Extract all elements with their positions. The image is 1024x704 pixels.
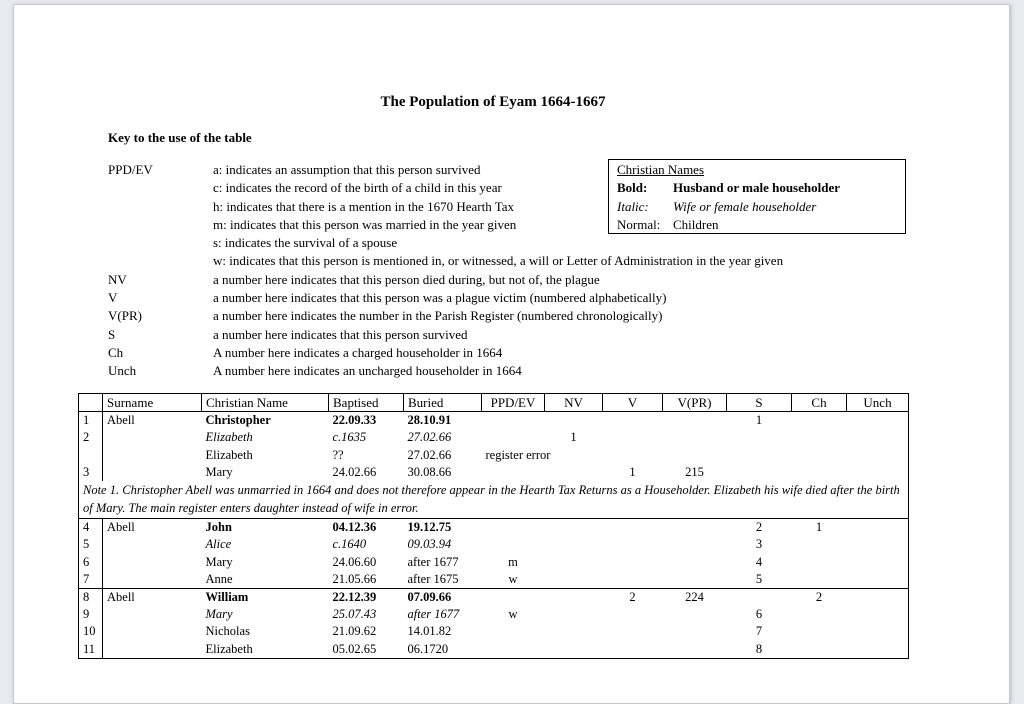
cell-ch bbox=[792, 412, 847, 430]
key-definition: A number here indicates a charged householder in 1664 bbox=[213, 344, 503, 360]
cell-unch bbox=[847, 518, 909, 536]
key-line bbox=[108, 363, 938, 381]
cell-unch bbox=[847, 536, 909, 553]
legend-heading: Christian Names bbox=[617, 162, 705, 177]
cell-ppdev bbox=[482, 429, 545, 446]
legend-style-description: Husband or male householder bbox=[673, 180, 840, 196]
legend-style-label: Normal: bbox=[617, 216, 661, 232]
cell-v: 2 bbox=[603, 588, 663, 606]
cell-christian: Mary bbox=[205, 464, 233, 479]
cell-nv bbox=[545, 536, 603, 553]
cell-ch bbox=[792, 641, 847, 659]
cell-vpr bbox=[663, 429, 727, 446]
cell-vpr: 215 bbox=[685, 464, 704, 479]
cell-vpr bbox=[663, 623, 727, 640]
cell-nv bbox=[545, 588, 603, 606]
key-line bbox=[108, 308, 938, 326]
key-line bbox=[108, 235, 938, 253]
cell-ch: 2 bbox=[792, 588, 847, 606]
table-row bbox=[79, 606, 909, 623]
cell-buried: 07.09.66 bbox=[404, 588, 482, 606]
cell-baptised: ?? bbox=[332, 447, 344, 462]
legend-style-description: Wife or female householder bbox=[673, 198, 817, 214]
cell-christian: Anne bbox=[205, 571, 233, 586]
cell-ppdev bbox=[482, 518, 545, 536]
cell-ppdev bbox=[482, 588, 545, 606]
cell-ppdev: w bbox=[508, 571, 518, 586]
column-header-baptised: Baptised bbox=[329, 394, 404, 412]
cell-nv bbox=[545, 571, 603, 589]
cell-buried: after 1677 bbox=[407, 606, 460, 621]
key-definition: a number here indicates the number in the Parish Register (numbered chronologically) bbox=[213, 308, 663, 324]
cell-ch bbox=[792, 446, 847, 463]
cell-num: 3 bbox=[79, 464, 103, 481]
cell-num: 11 bbox=[79, 641, 103, 659]
cell-ch bbox=[792, 571, 847, 589]
key-definition: a number here indicates that this person died during, but not of, the plague bbox=[213, 271, 600, 287]
cell-v: 1 bbox=[629, 464, 636, 479]
cell-num: 9 bbox=[79, 606, 103, 623]
column-header-christian: Christian Name bbox=[202, 394, 329, 412]
cell-surname bbox=[103, 429, 202, 446]
cell-ppdev bbox=[482, 641, 545, 659]
cell-christian: Mary bbox=[205, 554, 233, 569]
key-line bbox=[108, 272, 938, 290]
key-line bbox=[108, 253, 938, 271]
cell-unch bbox=[847, 412, 909, 430]
cell-v bbox=[603, 571, 663, 589]
cell-num: 7 bbox=[79, 571, 103, 589]
legend-rows bbox=[617, 179, 897, 234]
table-note-row bbox=[79, 481, 909, 518]
cell-christian: John bbox=[202, 518, 329, 536]
cell-buried: 27.02.66 bbox=[407, 430, 452, 445]
cell-ppdev: m bbox=[508, 554, 518, 569]
cell-nv bbox=[545, 553, 603, 570]
cell-unch bbox=[847, 641, 909, 659]
cell-ppdev: register error bbox=[485, 447, 551, 462]
cell-v bbox=[603, 623, 663, 640]
cell-unch bbox=[847, 446, 909, 463]
cell-christian: Alice bbox=[205, 537, 232, 552]
cell-surname bbox=[103, 553, 202, 570]
cell-christian: Nicholas bbox=[205, 624, 250, 639]
cell-s bbox=[727, 588, 792, 606]
cell-ch bbox=[792, 623, 847, 640]
cell-s bbox=[727, 446, 792, 463]
cell-baptised: 04.12.36 bbox=[329, 518, 404, 536]
key-definition: h: indicates that there is a mention in the 1670 Hearth Tax bbox=[213, 198, 515, 214]
key-heading: Key to the use of the table bbox=[108, 130, 252, 145]
cell-christian: Elizabeth bbox=[205, 447, 253, 462]
column-header-ch: Ch bbox=[792, 394, 847, 412]
column-header-nv: NV bbox=[545, 394, 603, 412]
legend-style-label: Bold: bbox=[617, 180, 648, 196]
cell-s: 7 bbox=[755, 624, 763, 639]
cell-buried: 09.03.94 bbox=[407, 537, 452, 552]
cell-nv: 1 bbox=[570, 430, 577, 445]
key-line bbox=[108, 290, 938, 308]
key-definition: s: indicates the survival of a spouse bbox=[213, 235, 398, 251]
cell-unch bbox=[847, 553, 909, 570]
cell-baptised: c.1640 bbox=[332, 537, 367, 552]
cell-baptised: 22.12.39 bbox=[329, 588, 404, 606]
cell-ppdev bbox=[482, 536, 545, 553]
cell-unch bbox=[847, 464, 909, 481]
cell-unch bbox=[847, 588, 909, 606]
cell-v bbox=[603, 606, 663, 623]
cell-vpr: 224 bbox=[663, 588, 727, 606]
cell-v bbox=[603, 518, 663, 536]
cell-surname bbox=[103, 623, 202, 640]
cell-unch bbox=[847, 571, 909, 589]
cell-christian: Elizabeth bbox=[205, 641, 253, 656]
cell-s bbox=[727, 464, 792, 481]
cell-vpr bbox=[663, 571, 727, 589]
table-row bbox=[79, 446, 909, 463]
cell-s: 6 bbox=[755, 606, 763, 621]
cell-christian: William bbox=[202, 588, 329, 606]
cell-num: 2 bbox=[79, 429, 103, 446]
key-term: V(PR) bbox=[108, 308, 142, 324]
cell-buried: after 1677 bbox=[407, 554, 459, 569]
cell-v bbox=[603, 429, 663, 446]
table-row bbox=[79, 429, 909, 446]
cell-nv bbox=[545, 518, 603, 536]
cell-baptised: 22.09.33 bbox=[332, 413, 377, 427]
cell-s: 4 bbox=[755, 554, 763, 569]
cell-surname bbox=[103, 536, 202, 553]
cell-buried: 14.01.82 bbox=[407, 624, 452, 639]
legend-row bbox=[617, 216, 897, 234]
cell-ppdev bbox=[482, 623, 545, 640]
cell-buried: 19.12.75 bbox=[404, 518, 482, 536]
legend-style-description: Children bbox=[673, 216, 719, 232]
legend-style-label: Italic: bbox=[617, 198, 649, 214]
cell-s: 8 bbox=[755, 641, 763, 656]
cell-ppdev bbox=[482, 412, 545, 430]
cell-nv bbox=[545, 623, 603, 640]
key-definition: a number here indicates that this person was a plague victim (numbered alphabetically) bbox=[213, 290, 667, 306]
cell-surname bbox=[103, 641, 202, 659]
key-definition: m: indicates that this person was married in the year given bbox=[213, 216, 517, 232]
key-term: PPD/EV bbox=[108, 162, 153, 177]
column-header-unch: Unch bbox=[847, 394, 909, 412]
cell-nv bbox=[545, 412, 603, 430]
table-row bbox=[79, 553, 909, 570]
cell-surname bbox=[103, 571, 202, 589]
cell-ppdev bbox=[482, 464, 545, 481]
cell-buried: 27.02.66 bbox=[407, 447, 452, 462]
cell-num bbox=[79, 446, 103, 463]
cell-buried: after 1675 bbox=[407, 571, 459, 586]
cell-vpr bbox=[663, 518, 727, 536]
column-header-v: V bbox=[603, 394, 663, 412]
cell-ch bbox=[792, 536, 847, 553]
key-line bbox=[108, 345, 938, 363]
cell-ch bbox=[792, 606, 847, 623]
cell-surname bbox=[103, 464, 202, 481]
cell-ch bbox=[792, 429, 847, 446]
cell-surname bbox=[103, 606, 202, 623]
cell-s: 3 bbox=[755, 537, 763, 552]
key-term: Ch bbox=[108, 344, 124, 360]
christian-names-legend-box bbox=[608, 159, 906, 234]
key-definition: a number here indicates that this person survived bbox=[213, 326, 468, 342]
cell-surname: Abell bbox=[103, 588, 202, 606]
table-row bbox=[79, 536, 909, 553]
cell-s: 2 bbox=[727, 518, 792, 536]
key-term: NV bbox=[108, 271, 127, 287]
cell-christian: Mary bbox=[205, 606, 233, 621]
cell-buried: 06.1720 bbox=[407, 641, 449, 656]
cell-vpr bbox=[663, 536, 727, 553]
column-header-vpr: V(PR) bbox=[663, 394, 727, 412]
key-term: V bbox=[108, 290, 118, 306]
table-row bbox=[79, 588, 909, 606]
cell-num: 1 bbox=[79, 412, 103, 430]
cell-baptised: c.1635 bbox=[332, 430, 367, 445]
cell-v bbox=[603, 412, 663, 430]
cell-v bbox=[603, 641, 663, 659]
cell-vpr bbox=[663, 446, 727, 463]
legend-row bbox=[617, 198, 897, 216]
cell-baptised: 24.02.66 bbox=[332, 464, 377, 479]
cell-ch: 1 bbox=[792, 518, 847, 536]
table-row bbox=[79, 464, 909, 481]
cell-unch bbox=[847, 606, 909, 623]
key-line bbox=[108, 327, 938, 345]
cell-baptised: 24.06.60 bbox=[332, 554, 377, 569]
cell-surname bbox=[103, 446, 202, 463]
cell-ch bbox=[792, 464, 847, 481]
cell-buried: 30.08.66 bbox=[407, 464, 452, 479]
column-header-num bbox=[79, 394, 103, 412]
cell-nv bbox=[545, 446, 603, 463]
key-term: S bbox=[108, 326, 116, 342]
cell-baptised: 21.09.62 bbox=[332, 624, 377, 639]
cell-baptised: 21.05.66 bbox=[332, 571, 377, 586]
key-term: Unch bbox=[108, 363, 137, 379]
cell-s: 1 bbox=[755, 413, 763, 427]
cell-nv bbox=[545, 464, 603, 481]
column-header-surname: Surname bbox=[103, 394, 202, 412]
note-text: Note 1. Christopher Abell was unmarried in 1664 and does not therefore appear in the Hearth Tax Returns as a Householder. Elizabeth his wife died after the birth of Mary. The main register enters daughter instead of wife in error. bbox=[83, 483, 900, 515]
cell-nv bbox=[545, 606, 603, 623]
cell-num: 4 bbox=[79, 518, 103, 536]
cell-vpr bbox=[663, 553, 727, 570]
cell-v bbox=[603, 536, 663, 553]
cell-nv bbox=[545, 641, 603, 659]
cell-num: 8 bbox=[79, 588, 103, 606]
legend-row bbox=[617, 179, 897, 197]
cell-unch bbox=[847, 429, 909, 446]
table-row bbox=[79, 623, 909, 640]
column-header-buried: Buried bbox=[404, 394, 482, 412]
cell-vpr bbox=[663, 606, 727, 623]
column-header-ppdev: PPD/EV bbox=[482, 394, 545, 412]
column-header-s: S bbox=[727, 394, 792, 412]
cell-s: 5 bbox=[755, 571, 763, 586]
cell-baptised: 05.02.65 bbox=[332, 641, 377, 656]
cell-s bbox=[727, 429, 792, 446]
cell-vpr bbox=[663, 641, 727, 659]
cell-buried: 28.10.91 bbox=[407, 413, 452, 427]
cell-num: 5 bbox=[79, 536, 103, 553]
cell-v bbox=[603, 553, 663, 570]
table-header-row bbox=[79, 394, 909, 412]
key-definition: c: indicates the record of the birth of a child in this year bbox=[213, 180, 502, 196]
page-title: The Population of Eyam 1664-1667 bbox=[380, 94, 606, 110]
cell-christian: Christopher bbox=[205, 413, 271, 427]
document-page bbox=[13, 4, 1010, 704]
table-row bbox=[79, 571, 909, 589]
key-definition: w: indicates that this person is mentioned in, or witnessed, a will or Letter of Administration in the year given bbox=[213, 253, 784, 269]
table-row bbox=[79, 641, 909, 659]
key-definition: A number here indicates an uncharged householder in 1664 bbox=[213, 363, 522, 379]
table-row bbox=[79, 518, 909, 536]
cell-vpr bbox=[663, 412, 727, 430]
cell-ch bbox=[792, 553, 847, 570]
population-table bbox=[78, 393, 909, 659]
cell-christian: Elizabeth bbox=[205, 430, 253, 445]
cell-baptised: 25.07.43 bbox=[332, 606, 377, 621]
table-row bbox=[79, 412, 909, 430]
key-definition: a: indicates an assumption that this person survived bbox=[213, 162, 481, 177]
cell-num: 10 bbox=[79, 623, 103, 640]
cell-surname: Abell bbox=[107, 413, 135, 427]
cell-v bbox=[603, 446, 663, 463]
cell-num: 6 bbox=[79, 553, 103, 570]
cell-surname: Abell bbox=[103, 518, 202, 536]
cell-ppdev: w bbox=[508, 606, 518, 621]
cell-unch bbox=[847, 623, 909, 640]
